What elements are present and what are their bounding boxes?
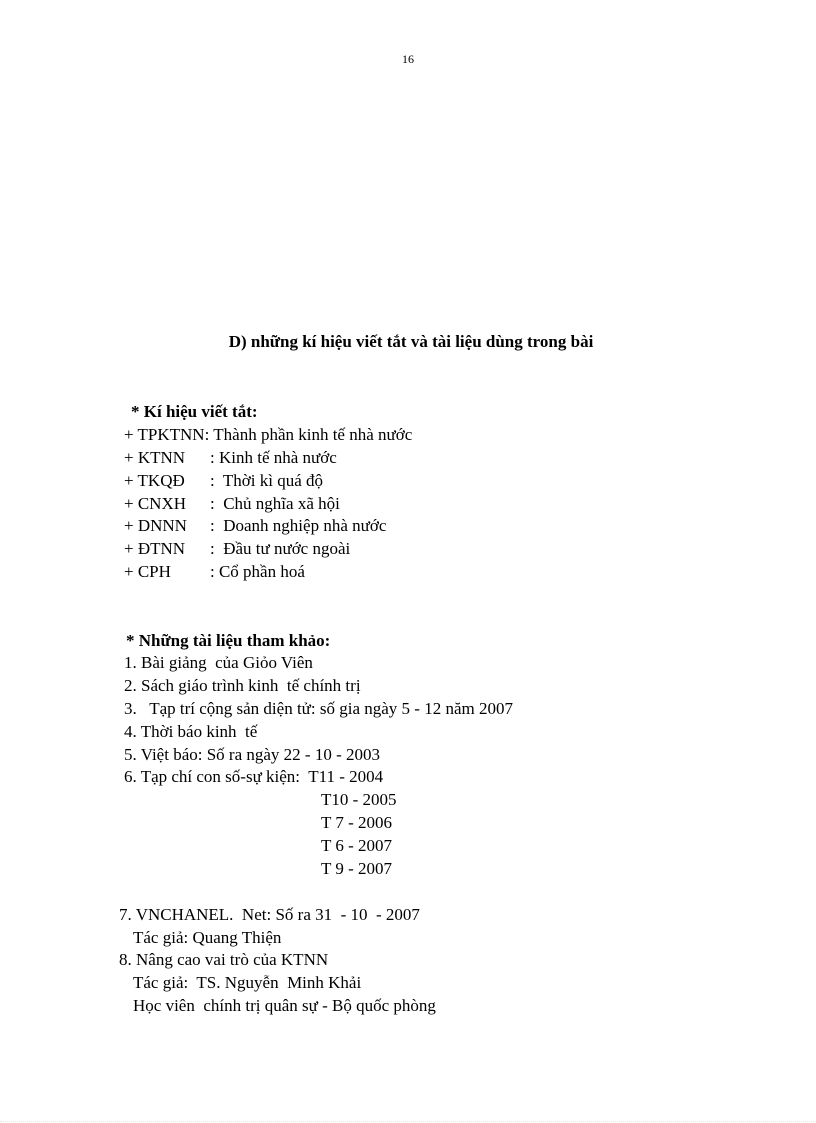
abbreviations-heading: * Kí hiệu viết tắt: (131, 402, 258, 421)
abbreviation-code: + KTNN (124, 448, 186, 467)
reference-item: 8. Nâng cao vai trò của KTNN (119, 950, 329, 969)
abbreviation-meaning: : Đầu tư nước ngoài (210, 539, 351, 558)
abbreviation-meaning: : Thành phần kinh tế nhà nước (204, 425, 413, 444)
reference-author: Tác giả: TS. Nguyễn Minh Khải (133, 973, 362, 992)
reference-item: 4. Thời báo kinh tế (124, 722, 258, 741)
reference-item: 2. Sách giáo trình kinh tế chính trị (124, 676, 361, 695)
issue-line: T 6 - 2007 (321, 836, 392, 855)
reference-organization: Học viên chính trị quân sự - Bộ quốc phòng (133, 996, 436, 1015)
section-title: D) những kí hiệu viết tắt và tài liệu dùng trong bài (228, 332, 594, 351)
issue-line: T 7 - 2006 (321, 813, 392, 832)
abbreviation-meaning: : Cổ phần hoá (210, 562, 305, 581)
abbreviation-item (124, 539, 350, 559)
abbreviation-item (124, 448, 337, 468)
abbreviation-item (124, 516, 386, 536)
references-heading: * Những tài liệu tham khảo: (126, 631, 331, 650)
reference-item: 7. VNCHANEL. Net: Số ra 31 - 10 - 2007 (119, 905, 420, 924)
issue-line: T 9 - 2007 (321, 859, 392, 878)
abbreviation-code: + TPKTNN (124, 425, 205, 444)
abbreviation-item (124, 494, 340, 514)
abbreviation-code: + ĐTNN (124, 539, 186, 558)
page-number: 16 (402, 52, 414, 66)
abbreviation-meaning: : Chủ nghĩa xã hội (210, 494, 340, 513)
abbreviation-meaning: : Doanh nghiệp nhà nước (210, 516, 387, 535)
reference-item: 5. Việt báo: Số ra ngày 22 - 10 - 2003 (124, 745, 380, 764)
reference-item: 6. Tạp chí con số-sự kiện: T11 - 2004 (124, 767, 384, 786)
abbreviation-item (124, 562, 305, 582)
abbreviation-item (124, 471, 323, 491)
abbreviation-meaning: : Thời kì quá độ (210, 471, 324, 490)
abbreviation-code: + CNXH (124, 494, 187, 513)
abbreviation-item (124, 425, 412, 445)
abbreviation-code: + CPH (124, 562, 171, 581)
issue-line: T10 - 2005 (321, 790, 397, 809)
reference-author: Tác giả: Quang Thiện (133, 928, 282, 947)
abbreviation-code: + DNNN (124, 516, 187, 535)
abbreviation-code: + TKQĐ (124, 471, 185, 490)
abbreviation-meaning: : Kinh tế nhà nước (210, 448, 337, 467)
reference-item: 3. Tạp trí cộng sản diện tử: số gia ngày 5 - 12 năm 2007 (124, 699, 513, 718)
reference-item: 1. Bài giảng của Giỏo Viên (124, 653, 313, 672)
